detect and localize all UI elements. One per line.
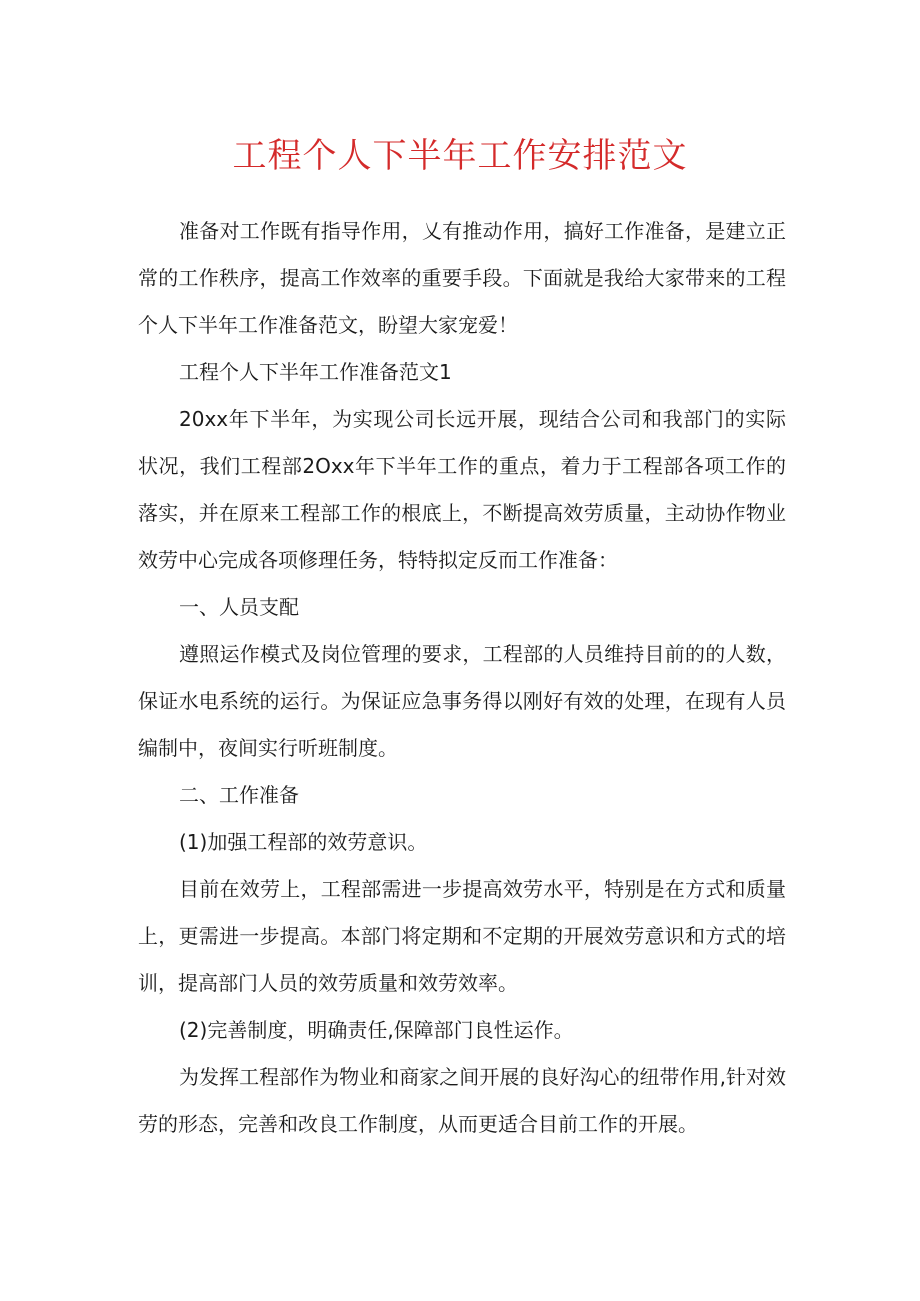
- section-heading-work-plan: 二、工作准备: [179, 783, 299, 807]
- body-paragraph: 目前在效劳上，工程部需进一步提高效劳水平，特别是在方式和质量上，更需进一步提高。本部门将定期和不定期的开展效劳意识和方式的培训，提高部门人员的效劳质量和效劳效率。: [138, 877, 786, 995]
- body-paragraph: 20xx年下半年，为实现公司长远开展，现结合公司和我部门的实际状况，我们工程部2Oxx年下半年工作的重点，着力于工程部各项工作的落实，并在原来工程部工作的根底上，不断提高效劳质量，主动协作物业效劳中心完成各项修理任务，特特拟定反而工作准备：: [138, 407, 786, 572]
- intro-paragraph: 准备对工作既有指导作用，乂有推动作用，搞好工作准备，是建立正常的工作秩序，提高工作效率的重要手段。下面就是我给大家带来的工程个人下半年工作准备范文，盼望大家宠爱！: [138, 219, 786, 337]
- section-heading-sample-1: 工程个人下半年工作准备范文1: [179, 360, 452, 384]
- section-heading-staffing: 一、人员支配: [179, 595, 299, 619]
- document-title: 工程个人下半年工作安排范文: [232, 136, 688, 176]
- body-paragraph: 为发挥工程部作为物业和商家之间开展的良好沟心的纽带作用,针对效劳的形态，完善和改良工作制度，从而更适合目前工作的开展。: [138, 1065, 786, 1136]
- document-body: [138, 208, 786, 1148]
- body-paragraph: 遵照运作模式及岗位管理的要求，工程部的人员维持目前的的人数，保证水电系统的运行。为保证应急事务得以刚好有效的处理，在现有人员编制中，夜间实行听班制度。: [138, 642, 786, 760]
- subheading-service-awareness: (1)加强工程部的效劳意识。: [179, 830, 428, 854]
- subheading-improve-system: (2)完善制度，明确责任,保障部门良性运作。: [179, 1018, 574, 1042]
